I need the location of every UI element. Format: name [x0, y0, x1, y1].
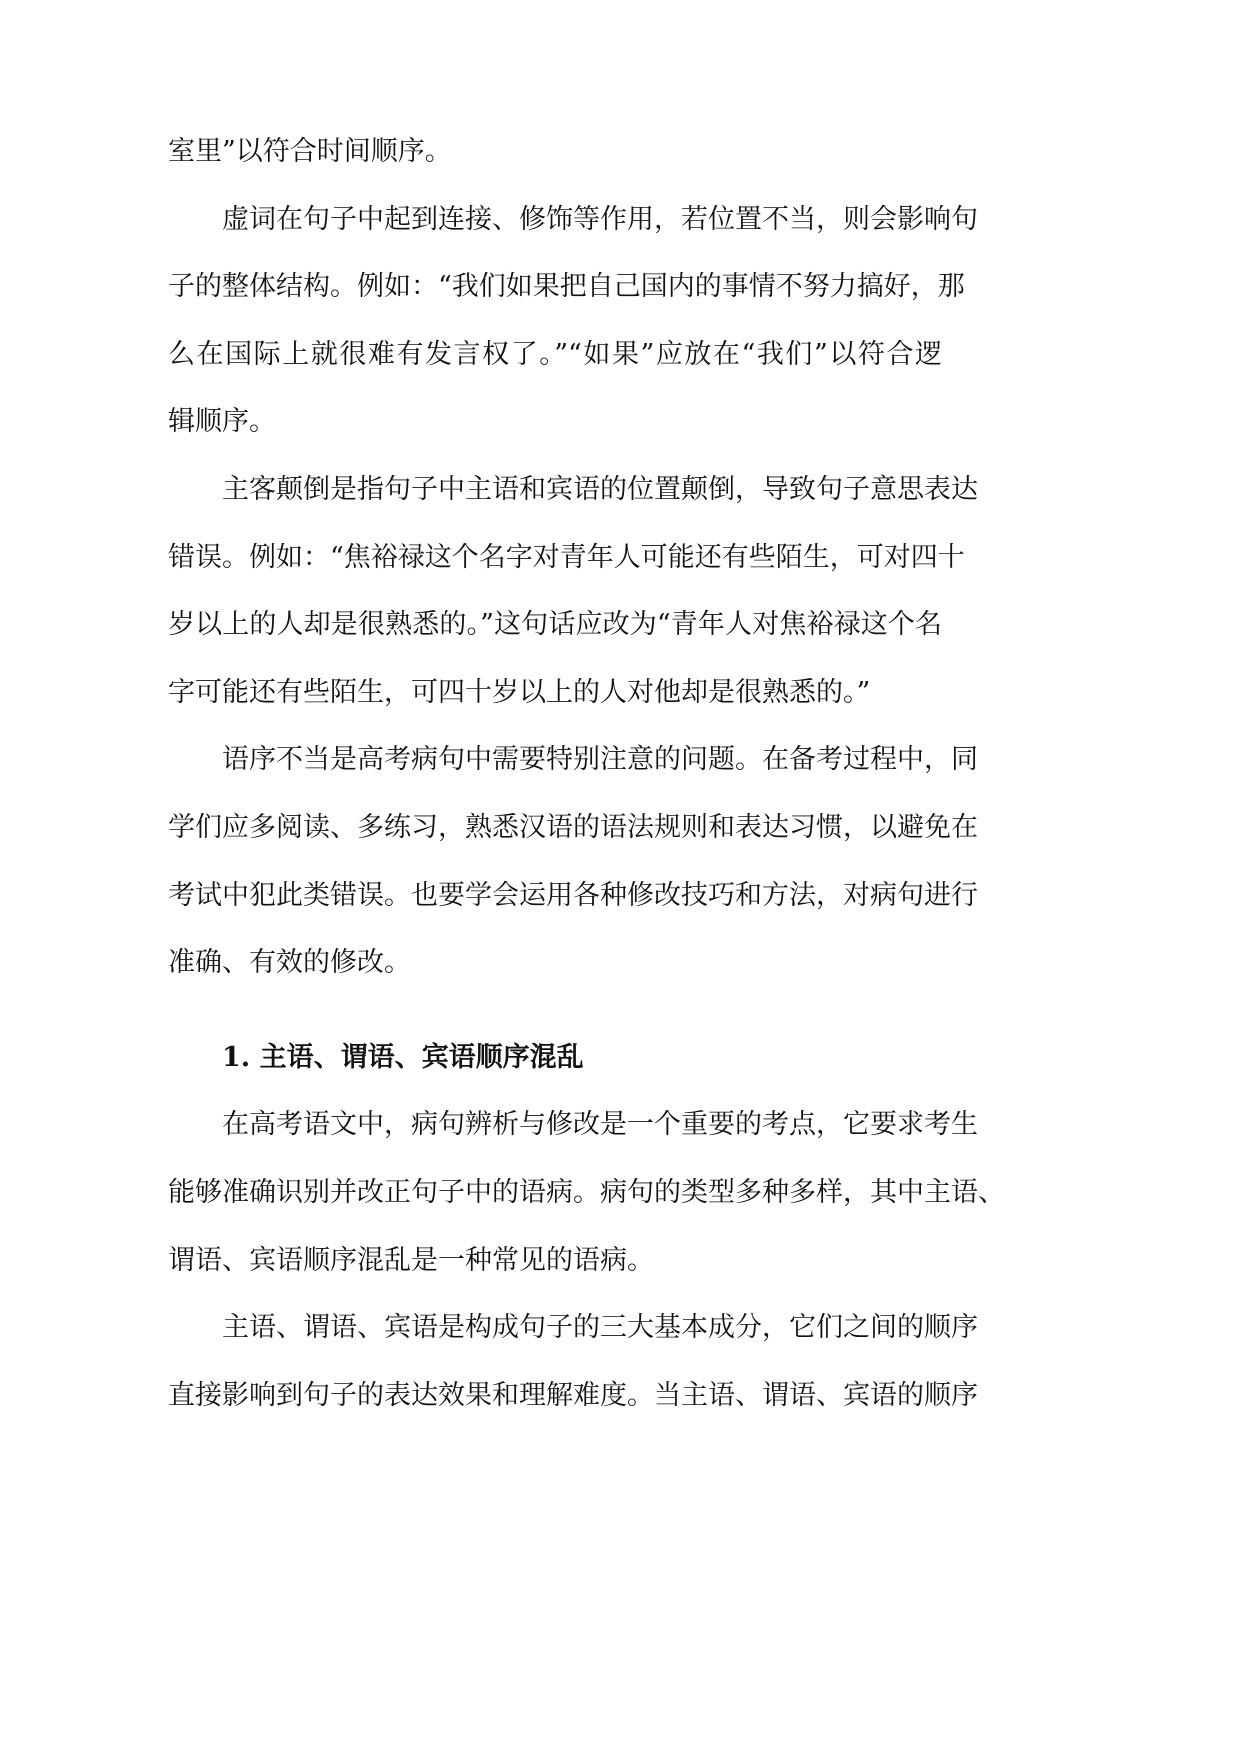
- text-line: 子的整体结构。例如：“我们如果把自己国内的事情不努力搞好，那: [168, 271, 965, 303]
- text-line: 辑顺序。: [168, 406, 276, 438]
- text-line: 语序不当是高考病句中需要特别注意的问题。在备考过程中，同: [222, 744, 978, 776]
- text-line: 字可能还有些陌生，可四十岁以上的人对他却是很熟悉的。”: [168, 676, 871, 708]
- paragraph-5: [168, 1304, 978, 1439]
- paragraph-2: [168, 466, 978, 736]
- text-line: 岁以上的人却是很熟悉的。”这句话应改为“青年人对焦裕禄这个名: [168, 609, 942, 641]
- text-line: 主客颠倒是指句子中主语和宾语的位置颠倒，导致句子意思表达: [222, 473, 978, 505]
- text-line: 么在国际上就很难有发言权了。”“如果”应放在“我们”以符合逻: [168, 338, 942, 370]
- text-line: 谓语、宾语顺序混乱是一种常见的语病。: [168, 1244, 654, 1276]
- text-line: 直接影响到句子的表达效果和理解难度。当主语、谓语、宾语的顺序: [168, 1379, 978, 1411]
- paragraph-1: [168, 196, 978, 466]
- text-line: 室里”以符合时间顺序。: [168, 136, 452, 167]
- text-line: 错误。例如：“焦裕禄这个名字对青年人可能还有些陌生，可对四十: [168, 541, 965, 573]
- text-line: 能够准确识别并改正句子中的语病。病句的类型多种多样，其中主语、: [168, 1176, 1005, 1208]
- paragraph-3: [168, 736, 978, 1006]
- text-line: 主语、谓语、宾语是构成句子的三大基本成分，它们之间的顺序: [222, 1312, 978, 1344]
- text-line: 在高考语文中，病句辨析与修改是一个重要的考点，它要求考生: [222, 1109, 978, 1141]
- text-line: 考试中犯此类错误。也要学会运用各种修改技巧和方法，对病句进行: [168, 879, 978, 911]
- section-heading: 1. 主语、谓语、宾语顺序混乱: [222, 1041, 584, 1073]
- paragraph-0: [168, 128, 942, 196]
- document-page: [168, 128, 1005, 1439]
- paragraph-4: [168, 1101, 1005, 1304]
- text-line: 准确、有效的修改。: [168, 947, 411, 979]
- text-line: 虚词在句子中起到连接、修饰等作用，若位置不当，则会影响句: [222, 203, 978, 235]
- text-line: 学们应多阅读、多练习，熟悉汉语的语法规则和表达习惯，以避免在: [168, 811, 978, 843]
